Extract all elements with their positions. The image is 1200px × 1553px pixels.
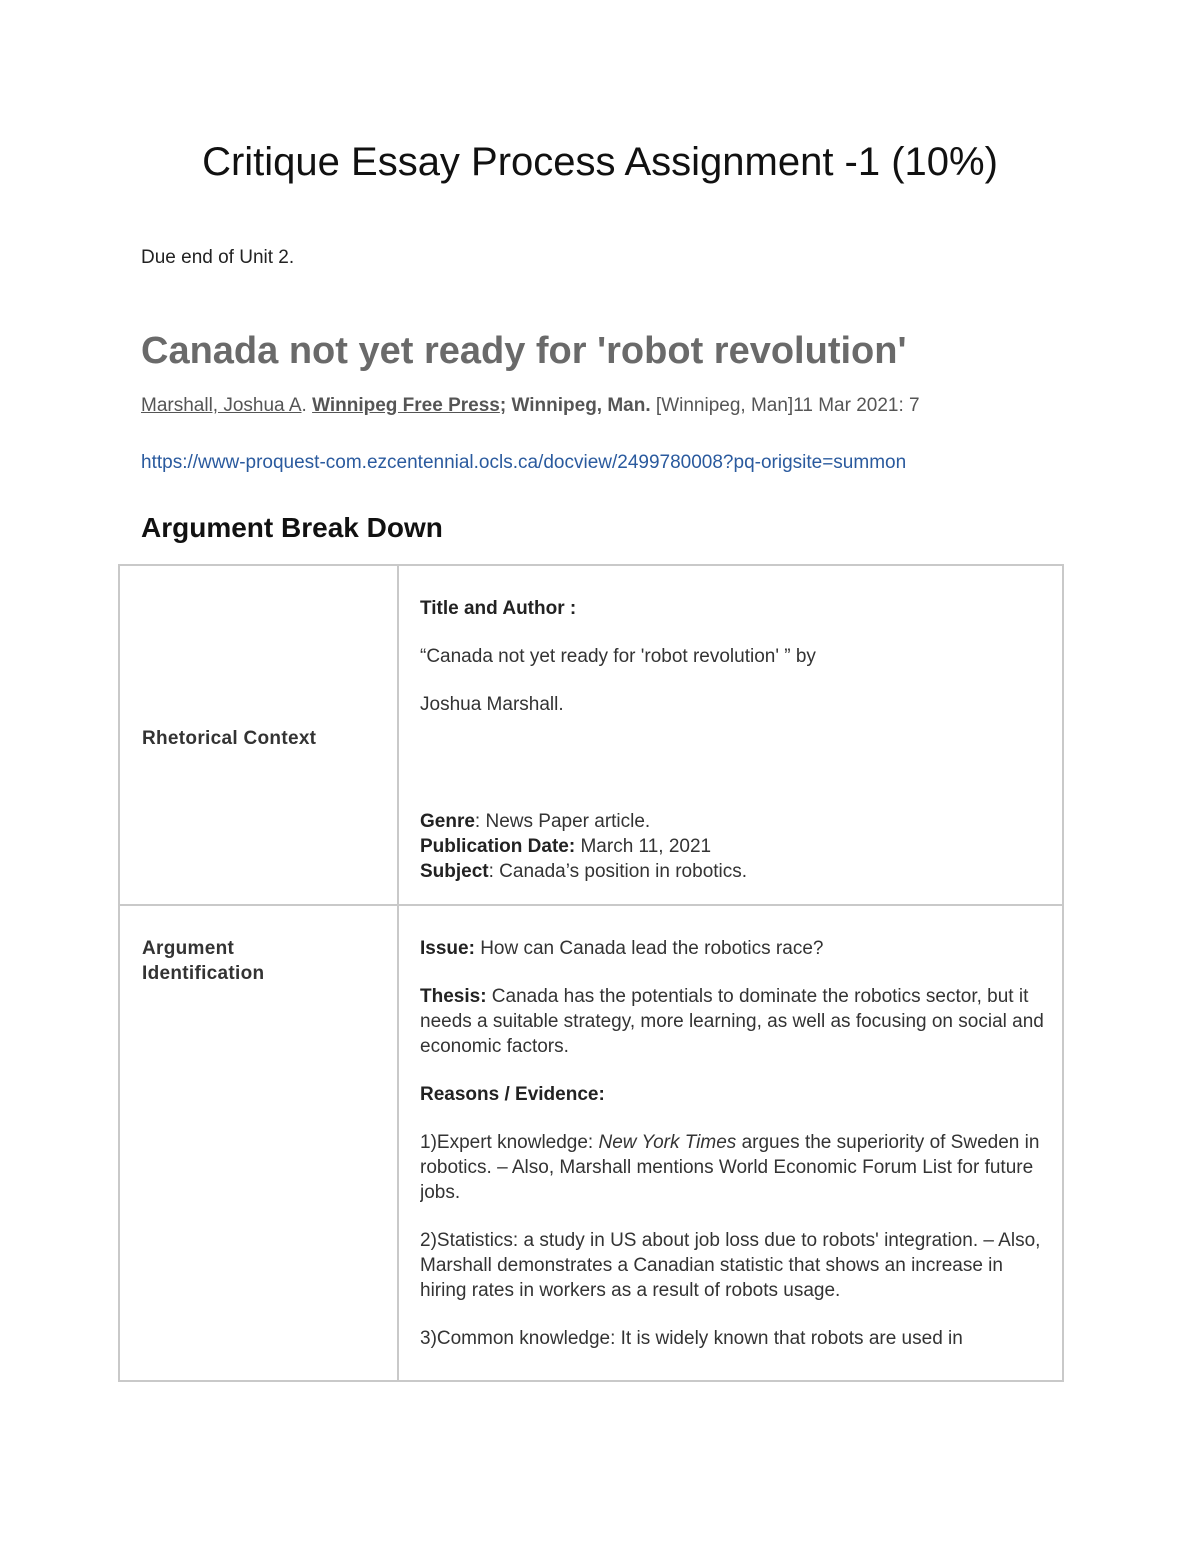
subject-label: Subject [420,861,489,882]
thesis-line [420,984,1045,1059]
author-line: Joshua Marshall. [420,694,564,715]
subject-value: : Canada’s position in robotics. [488,861,748,882]
argument-identification-label: Argument Identification [142,938,265,984]
genre-line [420,809,1045,834]
article-url-link[interactable]: https://www-proquest-com.ezcentennial.ocls.ca/docview/2499780008?pq-origsite=summon [141,452,907,473]
reason-1 [420,1130,1045,1205]
reason-1-text: 1)Expert knowledge: [420,1132,599,1153]
column-divider [397,566,399,904]
rhetorical-context-cell [420,596,1045,884]
issue-line [420,936,1045,961]
genre-value: : News Paper article. [474,811,651,832]
page-title: Critique Essay Process Assignment -1 (10%) [202,140,998,184]
table-row-rhetorical-context [120,566,1062,906]
citation-separator: . [301,395,313,416]
citation-line [141,395,920,417]
genre-label: Genre [420,811,475,832]
argument-breakdown-table [118,564,1064,1382]
citation-details: [Winnipeg, Man]11 Mar 2021: 7 [650,395,920,416]
rhetorical-context-label: Rhetorical Context [142,728,317,749]
thesis-value: Canada has the potentials to dominate the robotics sector, but it needs a suitable strategy, more learning, as well as focusing on social and economic factors. [420,986,1044,1057]
reason-1-text-rest: argues the superiority of Sweden in robotics. – Also, Marshall mentions World Economic Forum List for future jobs. [420,1132,1040,1203]
publication-date-value: March 11, 2021 [575,836,712,857]
section-heading: Argument Break Down [141,512,443,543]
column-divider [397,906,399,1380]
article-headline: Canada not yet ready for 'robot revolution' [141,330,907,372]
issue-value: How can Canada lead the robotics race? [474,938,824,959]
citation-separator: ; [499,395,512,416]
argument-identification-cell [420,936,1045,1376]
publication-link[interactable]: Winnipeg Free Press [312,395,500,416]
reason-3: 3)Common knowledge: It is widely known that robots are used in [420,1328,963,1349]
title-line: “Canada not yet ready for 'robot revolution' ” by [420,646,816,667]
reason-1-source: New York Times [598,1132,737,1153]
title-author-label: Title and Author : [420,598,577,619]
subject-line [420,859,1045,884]
reasons-label: Reasons / Evidence: [420,1084,605,1105]
author-link[interactable]: Marshall, Joshua A [141,395,302,416]
reason-2: 2)Statistics: a study in US about job loss due to robots' integration. – Also, Marshall demonstrates a Canadian statistic that shows an increase in hiring rates in workers as a result of robots usage. [420,1230,1041,1301]
publication-place: Winnipeg, Man. [511,395,651,416]
issue-label: Issue: [420,938,475,959]
table-row-argument-identification [120,906,1062,1380]
due-date-text: Due end of Unit 2. [141,247,295,268]
publication-date-line [420,834,1045,859]
publication-date-label: Publication Date: [420,836,576,857]
thesis-label: Thesis: [420,986,487,1007]
